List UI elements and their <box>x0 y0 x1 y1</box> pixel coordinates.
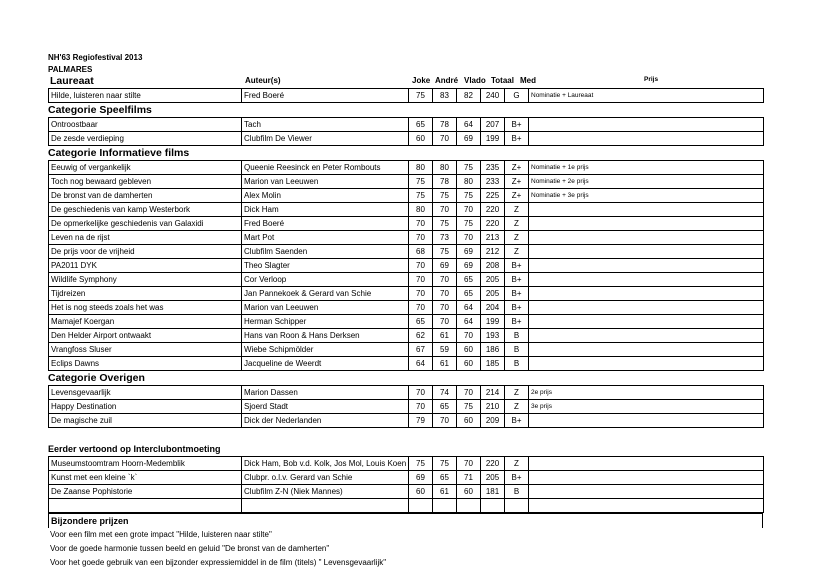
total-score-cell: 207 <box>481 118 505 132</box>
prize-cell <box>529 329 764 343</box>
author-cell: Jacqueline de Weerdt <box>242 357 409 371</box>
film-title-cell: Vrangfoss Sluser <box>49 343 242 357</box>
film-title-cell: De zesde verdieping <box>49 132 242 146</box>
vlado-score-cell: 60 <box>457 343 481 357</box>
prize-cell: Nominatie + 3e prijs <box>529 189 764 203</box>
table-row <box>49 457 764 471</box>
medal-cell: G <box>505 89 529 103</box>
andre-score-cell: 73 <box>433 231 457 245</box>
col-andre: André <box>435 76 459 85</box>
medal-cell: Z <box>505 203 529 217</box>
col-author: Auteur(s) <box>245 76 281 85</box>
film-title-cell: Ontroostbaar <box>49 118 242 132</box>
section-eerder: Eerder vertoond op Interclubontmoeting <box>48 444 221 454</box>
medal-cell: B+ <box>505 315 529 329</box>
andre-score-cell: 69 <box>433 259 457 273</box>
vlado-score-cell: 69 <box>457 132 481 146</box>
vlado-score-cell: 69 <box>457 259 481 273</box>
joke-score-cell: 64 <box>409 357 433 371</box>
prize-cell <box>529 485 764 499</box>
author-cell: Dick Ham, Bob v.d. Kolk, Jos Mol, Louis Koen <box>242 457 409 471</box>
andre-score-cell: 70 <box>433 287 457 301</box>
vlado-score-cell: 70 <box>457 203 481 217</box>
joke-score-cell: 65 <box>409 315 433 329</box>
prize-cell <box>529 203 764 217</box>
film-title-cell: Levensgevaarlijk <box>49 386 242 400</box>
prize-cell <box>529 414 764 428</box>
joke-score-cell: 70 <box>409 287 433 301</box>
prize-cell: Nominatie + 1e prijs <box>529 161 764 175</box>
total-score-cell: 210 <box>481 400 505 414</box>
medal-cell: B <box>505 485 529 499</box>
author-cell: Hans van Roon & Hans Derksen <box>242 329 409 343</box>
prize-cell: Nominatie + 2e prijs <box>529 175 764 189</box>
film-title-cell: De geschiedenis van kamp Westerbork <box>49 203 242 217</box>
andre-score-cell: 65 <box>433 471 457 485</box>
author-cell: Fred Boeré <box>242 89 409 103</box>
festival-title: NH'63 Regiofestival 2013 <box>48 53 143 62</box>
andre-score-cell: 75 <box>433 217 457 231</box>
total-score-cell: 214 <box>481 386 505 400</box>
medal-cell: B+ <box>505 273 529 287</box>
author-cell: Dick der Nederlanden <box>242 414 409 428</box>
table-row <box>49 175 764 189</box>
author-cell: Cor Verloop <box>242 273 409 287</box>
prize-cell <box>529 245 764 259</box>
prize-cell: Nominatie + Laureaat <box>529 89 764 103</box>
table-row <box>49 217 764 231</box>
table-row <box>49 287 764 301</box>
vlado-score-cell: 65 <box>457 287 481 301</box>
joke-score-cell: 68 <box>409 245 433 259</box>
table-row <box>49 400 764 414</box>
joke-score-cell: 79 <box>409 414 433 428</box>
overigen-table <box>48 385 764 428</box>
informatief-table <box>48 160 764 371</box>
vlado-score-cell: 70 <box>457 329 481 343</box>
author-cell: Mart Pot <box>242 231 409 245</box>
film-title-cell: Wildlife Symphony <box>49 273 242 287</box>
total-score-cell: 199 <box>481 315 505 329</box>
medal-cell: Z <box>505 386 529 400</box>
total-score-cell: 225 <box>481 189 505 203</box>
medal-cell: Z <box>505 245 529 259</box>
author-cell: Marion van Leeuwen <box>242 301 409 315</box>
vlado-score-cell: 64 <box>457 301 481 315</box>
table-row <box>49 89 764 103</box>
eerder-table <box>48 456 764 513</box>
author-cell: Marion Dassen <box>242 386 409 400</box>
joke-score-cell: 70 <box>409 231 433 245</box>
medal-cell: Z+ <box>505 189 529 203</box>
andre-score-cell: 70 <box>433 132 457 146</box>
medal-cell: Z+ <box>505 161 529 175</box>
section-overigen: Categorie Overigen <box>48 372 145 384</box>
total-score-cell: 199 <box>481 132 505 146</box>
table-row <box>49 343 764 357</box>
andre-score-cell: 61 <box>433 329 457 343</box>
author-cell: Alex Molin <box>242 189 409 203</box>
author-cell: Clubfilm Saenden <box>242 245 409 259</box>
andre-score-cell: 70 <box>433 414 457 428</box>
table-row <box>49 245 764 259</box>
medal-cell: Z <box>505 217 529 231</box>
andre-score-cell: 70 <box>433 273 457 287</box>
total-score-cell: 205 <box>481 287 505 301</box>
empty-row <box>49 499 764 513</box>
table-row <box>49 414 764 428</box>
author-cell: Sjoerd Stadt <box>242 400 409 414</box>
total-score-cell: 220 <box>481 203 505 217</box>
andre-score-cell: 75 <box>433 189 457 203</box>
table-row <box>49 259 764 273</box>
total-score-cell: 193 <box>481 329 505 343</box>
andre-score-cell: 70 <box>433 203 457 217</box>
total-score-cell: 186 <box>481 343 505 357</box>
film-title-cell: Happy Destination <box>49 400 242 414</box>
film-title-cell: Kunst met een kleine `k` <box>49 471 242 485</box>
andre-score-cell: 59 <box>433 343 457 357</box>
medal-cell: B+ <box>505 301 529 315</box>
joke-score-cell: 70 <box>409 301 433 315</box>
total-score-cell: 209 <box>481 414 505 428</box>
table-row <box>49 471 764 485</box>
table-row <box>49 161 764 175</box>
col-joke: Joke <box>412 76 431 85</box>
author-cell: Clubpr. o.l.v. Gerard van Schie <box>242 471 409 485</box>
section-speelfilms: Categorie Speelfilms <box>48 104 152 116</box>
table-row <box>49 386 764 400</box>
table-row <box>49 485 764 499</box>
total-score-cell: 205 <box>481 471 505 485</box>
col-total: Totaal <box>491 76 514 85</box>
bijzondere-line: Voor een film met een grote impact "Hilde, luisteren naar stilte" <box>50 530 272 539</box>
vlado-score-cell: 70 <box>457 386 481 400</box>
palmares-sheet <box>48 52 764 570</box>
prize-cell <box>529 315 764 329</box>
vlado-score-cell: 69 <box>457 245 481 259</box>
col-vlado: Vlado <box>464 76 486 85</box>
total-score-cell: 233 <box>481 175 505 189</box>
film-title-cell: De prijs voor de vrijheid <box>49 245 242 259</box>
andre-score-cell: 61 <box>433 485 457 499</box>
prize-cell <box>529 457 764 471</box>
bijzondere-line: Voor de goede harmonie tussen beeld en geluid "De bronst van de damherten" <box>50 544 330 553</box>
author-cell: Dick Ham <box>242 203 409 217</box>
prize-cell <box>529 287 764 301</box>
vlado-score-cell: 75 <box>457 161 481 175</box>
total-score-cell: 204 <box>481 301 505 315</box>
prize-cell <box>529 231 764 245</box>
prize-cell <box>529 118 764 132</box>
film-title-cell: Hilde, luisteren naar stilte <box>49 89 242 103</box>
film-title-cell: Museumstoomtram Hoorn-Medemblik <box>49 457 242 471</box>
table-row <box>49 315 764 329</box>
total-score-cell: 235 <box>481 161 505 175</box>
prize-cell: 2e prijs <box>529 386 764 400</box>
prize-cell <box>529 357 764 371</box>
film-title-cell: De Zaanse Pophistorie <box>49 485 242 499</box>
author-cell: Clubfilm Z-N (Niek Mannes) <box>242 485 409 499</box>
joke-score-cell: 75 <box>409 457 433 471</box>
author-cell: Tach <box>242 118 409 132</box>
medal-cell: Z <box>505 400 529 414</box>
prize-cell <box>529 259 764 273</box>
col-laureaat: Laureaat <box>50 75 94 87</box>
andre-score-cell: 78 <box>433 175 457 189</box>
laureaat-table <box>48 88 764 103</box>
andre-score-cell: 75 <box>433 457 457 471</box>
vlado-score-cell: 64 <box>457 118 481 132</box>
prize-cell: 3e prijs <box>529 400 764 414</box>
joke-score-cell: 75 <box>409 189 433 203</box>
vlado-score-cell: 60 <box>457 357 481 371</box>
bijzondere-prijzen-box <box>48 513 763 528</box>
medal-cell: Z <box>505 457 529 471</box>
total-score-cell: 205 <box>481 273 505 287</box>
author-cell: Jan Pannekoek & Gerard van Schie <box>242 287 409 301</box>
joke-score-cell: 60 <box>409 132 433 146</box>
bijzondere-line: Voor het goede gebruik van een bijzonder expressiemiddel in de film (titels) " Levensgevaarlijk" <box>50 558 387 567</box>
andre-score-cell: 65 <box>433 400 457 414</box>
medal-cell: B <box>505 329 529 343</box>
speelfilms-table <box>48 117 764 146</box>
film-title-cell: Leven na de rijst <box>49 231 242 245</box>
prize-cell <box>529 273 764 287</box>
film-title-cell: De magische zuil <box>49 414 242 428</box>
film-title-cell: Eeuwig of vergankelijk <box>49 161 242 175</box>
total-score-cell: 220 <box>481 217 505 231</box>
section-informatief: Categorie Informatieve films <box>48 147 190 159</box>
joke-score-cell: 67 <box>409 343 433 357</box>
author-cell: Marion van Leeuwen <box>242 175 409 189</box>
total-score-cell: 240 <box>481 89 505 103</box>
prize-cell <box>529 217 764 231</box>
vlado-score-cell: 80 <box>457 175 481 189</box>
table-row <box>49 118 764 132</box>
table-row <box>49 329 764 343</box>
author-cell: Herman Schipper <box>242 315 409 329</box>
andre-score-cell: 61 <box>433 357 457 371</box>
vlado-score-cell: 70 <box>457 457 481 471</box>
film-title-cell: Het is nog steeds zoals het was <box>49 301 242 315</box>
vlado-score-cell: 75 <box>457 189 481 203</box>
andre-score-cell: 70 <box>433 301 457 315</box>
vlado-score-cell: 75 <box>457 217 481 231</box>
table-row <box>49 273 764 287</box>
andre-score-cell: 78 <box>433 118 457 132</box>
total-score-cell: 213 <box>481 231 505 245</box>
andre-score-cell: 83 <box>433 89 457 103</box>
author-cell: Wiebe Schipmölder <box>242 343 409 357</box>
joke-score-cell: 80 <box>409 203 433 217</box>
vlado-score-cell: 64 <box>457 315 481 329</box>
medal-cell: B <box>505 343 529 357</box>
author-cell: Fred Boeré <box>242 217 409 231</box>
total-score-cell: 181 <box>481 485 505 499</box>
medal-cell: B+ <box>505 471 529 485</box>
andre-score-cell: 74 <box>433 386 457 400</box>
vlado-score-cell: 65 <box>457 273 481 287</box>
vlado-score-cell: 60 <box>457 414 481 428</box>
total-score-cell: 185 <box>481 357 505 371</box>
table-row <box>49 301 764 315</box>
film-title-cell: Eclips Dawns <box>49 357 242 371</box>
table-row <box>49 231 764 245</box>
film-title-cell: Den Helder Airport ontwaakt <box>49 329 242 343</box>
joke-score-cell: 70 <box>409 273 433 287</box>
table-row <box>49 189 764 203</box>
film-title-cell: Toch nog bewaard gebleven <box>49 175 242 189</box>
bijzondere-lines <box>48 528 764 570</box>
total-score-cell: 212 <box>481 245 505 259</box>
vlado-score-cell: 75 <box>457 400 481 414</box>
vlado-score-cell: 71 <box>457 471 481 485</box>
medal-cell: Z <box>505 231 529 245</box>
column-header-row <box>48 76 764 88</box>
andre-score-cell: 80 <box>433 161 457 175</box>
joke-score-cell: 65 <box>409 118 433 132</box>
medal-cell: B+ <box>505 132 529 146</box>
joke-score-cell: 60 <box>409 485 433 499</box>
table-row <box>49 203 764 217</box>
palmares-subtitle: PALMARES <box>48 65 93 74</box>
table-row <box>49 357 764 371</box>
joke-score-cell: 69 <box>409 471 433 485</box>
joke-score-cell: 75 <box>409 175 433 189</box>
col-prize: Prijs <box>644 76 659 83</box>
author-cell: Theo Slagter <box>242 259 409 273</box>
medal-cell: B+ <box>505 118 529 132</box>
col-med: Med <box>520 76 536 85</box>
prize-cell <box>529 343 764 357</box>
film-title-cell: De bronst van de damherten <box>49 189 242 203</box>
andre-score-cell: 75 <box>433 245 457 259</box>
film-title-cell: Tijdreizen <box>49 287 242 301</box>
joke-score-cell: 70 <box>409 386 433 400</box>
medal-cell: B+ <box>505 414 529 428</box>
andre-score-cell: 70 <box>433 315 457 329</box>
medal-cell: Z+ <box>505 175 529 189</box>
prize-cell <box>529 301 764 315</box>
joke-score-cell: 80 <box>409 161 433 175</box>
vlado-score-cell: 70 <box>457 231 481 245</box>
vlado-score-cell: 60 <box>457 485 481 499</box>
total-score-cell: 220 <box>481 457 505 471</box>
medal-cell: B <box>505 357 529 371</box>
author-cell: Clubfilm De Viewer <box>242 132 409 146</box>
joke-score-cell: 70 <box>409 259 433 273</box>
medal-cell: B+ <box>505 287 529 301</box>
prize-cell <box>529 132 764 146</box>
vlado-score-cell: 82 <box>457 89 481 103</box>
joke-score-cell: 62 <box>409 329 433 343</box>
total-score-cell: 208 <box>481 259 505 273</box>
medal-cell: B+ <box>505 259 529 273</box>
film-title-cell: Mamajef Koergan <box>49 315 242 329</box>
author-cell: Queenie Reesinck en Peter Rombouts <box>242 161 409 175</box>
film-title-cell: PA2011 DYK <box>49 259 242 273</box>
joke-score-cell: 75 <box>409 89 433 103</box>
joke-score-cell: 70 <box>409 400 433 414</box>
table-row <box>49 132 764 146</box>
film-title-cell: De opmerkelijke geschiedenis van Galaxidi <box>49 217 242 231</box>
prize-cell <box>529 471 764 485</box>
joke-score-cell: 70 <box>409 217 433 231</box>
bijzondere-title: Bijzondere prijzen <box>51 516 129 526</box>
